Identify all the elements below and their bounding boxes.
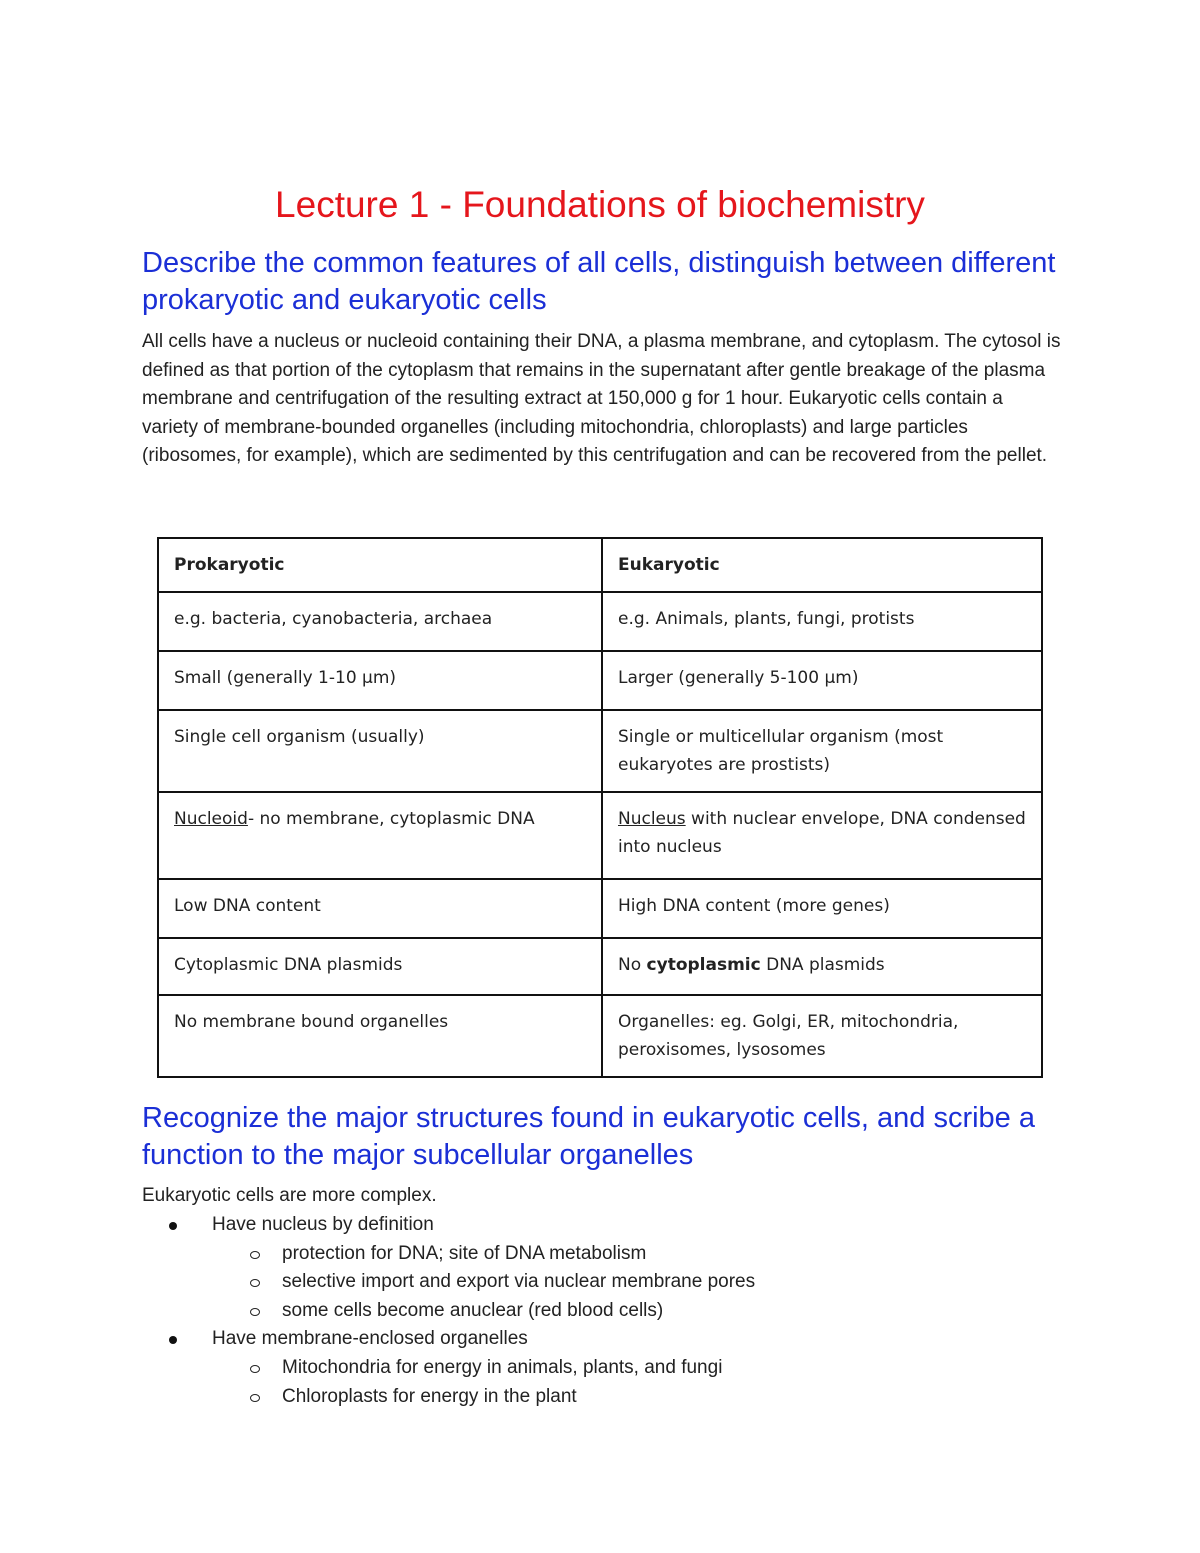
table-header-cell: Prokaryotic xyxy=(158,538,602,592)
nucleus-term: Nucleus xyxy=(618,809,686,829)
nucleoid-term: Nucleoid xyxy=(174,809,248,829)
comparison-table xyxy=(157,537,1043,1078)
table-row xyxy=(158,792,1042,879)
table-row xyxy=(158,879,1042,938)
plasmid-emphasis: cytoplasmic xyxy=(646,955,761,975)
table-cell xyxy=(602,792,1042,879)
sub-list-item-text: protection for DNA; site of DNA metabolism xyxy=(282,1242,647,1264)
section-heading-cells: Describe the common features of all cells, distinguish between different prokaryotic and eukaryotic cells xyxy=(142,247,1056,316)
sub-list-item xyxy=(212,1268,755,1297)
table-cell xyxy=(602,938,1042,995)
organelles-intro: Eukaryotic cells are more complex. xyxy=(142,1185,437,1206)
table-cell: Low DNA content xyxy=(158,879,602,938)
table-row xyxy=(158,995,1042,1077)
sub-list-item-text: Chloroplasts for energy in the plant xyxy=(282,1385,577,1407)
plasmid-prefix: No xyxy=(618,955,647,975)
table-cell: Organelles: eg. Golgi, ER, mitochondria, peroxisomes, lysosomes xyxy=(602,995,1042,1077)
sub-list-item-text: some cells become anuclear (red blood cells) xyxy=(282,1299,664,1321)
table-cell: Small (generally 1-10 μm) xyxy=(158,651,602,710)
sub-list xyxy=(212,1240,755,1326)
hollow-bullet-icon xyxy=(250,1308,260,1316)
table-cell: e.g. bacteria, cyanobacteria, archaea xyxy=(158,592,602,651)
hollow-bullet-icon xyxy=(250,1251,260,1259)
sub-list-item xyxy=(212,1383,755,1412)
cells-paragraph: All cells have a nucleus or nucleoid containing their DNA, a plasma membrane, and cytoplasm. The cytosol is defined as that portion of the cytoplasm that remains in the supernatant after gentle breakage of the plasma membrane and centrifugation of the resulting extract at 150,000 g for 1 hour. Eukaryotic cells contain a variety of membrane-bounded organelles (including mitochondria, chloroplasts) and large particles (ribosomes, for example), which are sedimented by this centrifugation and can be recovered from the pellet. xyxy=(142,331,1061,467)
hollow-bullet-icon xyxy=(250,1279,260,1287)
table-row xyxy=(158,710,1042,792)
table-header-row xyxy=(158,538,1042,592)
table-row xyxy=(158,938,1042,995)
bullet-icon xyxy=(169,1222,177,1230)
hollow-bullet-icon xyxy=(250,1365,260,1373)
table-cell: Single cell organism (usually) xyxy=(158,710,602,792)
list-item xyxy=(142,1211,755,1325)
table-cell: High DNA content (more genes) xyxy=(602,879,1042,938)
bullet-icon xyxy=(169,1336,177,1344)
sub-list-item-text: selective import and export via nuclear membrane pores xyxy=(282,1271,756,1293)
nucleus-description: with nuclear envelope, DNA condensed into nucleus xyxy=(618,809,1026,857)
sub-list-item xyxy=(212,1354,755,1383)
table-row xyxy=(158,592,1042,651)
table-cell: Larger (generally 5-100 μm) xyxy=(602,651,1042,710)
section-heading-organelles: Recognize the major structures found in eukaryotic cells, and scribe a function to the major subcellular organelles xyxy=(142,1102,1035,1171)
table-cell xyxy=(158,792,602,879)
table-row xyxy=(158,651,1042,710)
list-item-text: Have membrane-enclosed organelles xyxy=(212,1328,528,1350)
hollow-bullet-icon xyxy=(250,1394,260,1402)
list-item xyxy=(142,1325,755,1411)
list-item-text: Have nucleus by definition xyxy=(212,1214,434,1235)
table-cell: Cytoplasmic DNA plasmids xyxy=(158,938,602,995)
table-cell: e.g. Animals, plants, fungi, protists xyxy=(602,592,1042,651)
table-cell: Single or multicellular organism (most eukaryotes are prostists) xyxy=(602,710,1042,792)
sub-list-item xyxy=(212,1297,755,1326)
sub-list-item xyxy=(212,1240,755,1269)
sub-list-item-text: Mitochondria for energy in animals, plants, and fungi xyxy=(282,1356,723,1378)
table-cell: No membrane bound organelles xyxy=(158,995,602,1077)
organelle-bullet-list xyxy=(142,1211,755,1411)
page-title: Lecture 1 - Foundations of biochemistry xyxy=(275,184,925,225)
table-header-cell: Eukaryotic xyxy=(602,538,1042,592)
nucleoid-description: - no membrane, cytoplasmic DNA xyxy=(247,809,535,829)
sub-list xyxy=(212,1354,755,1411)
plasmid-suffix: DNA plasmids xyxy=(760,955,885,975)
